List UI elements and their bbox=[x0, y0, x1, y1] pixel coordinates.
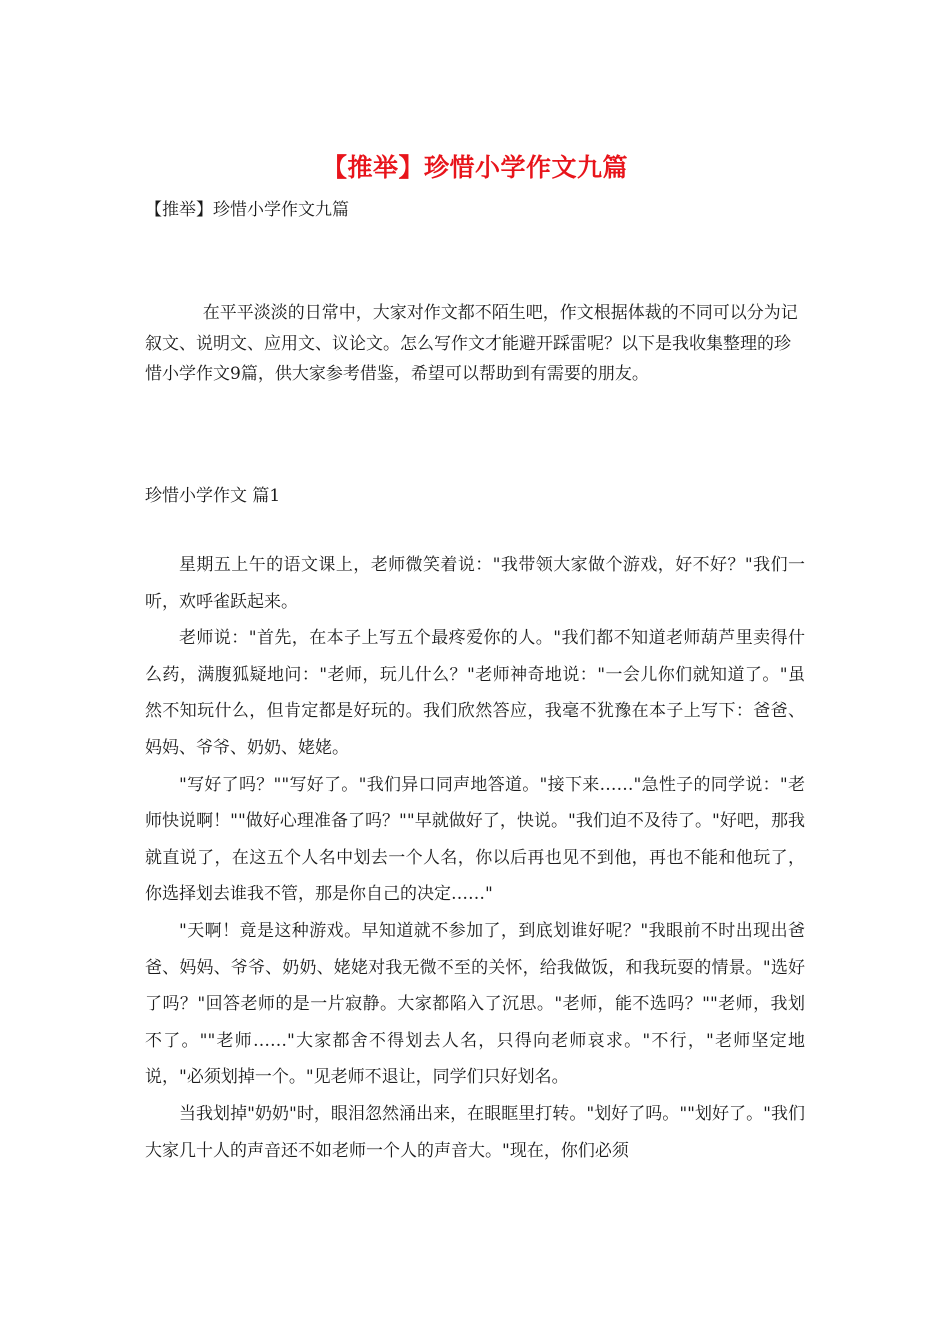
essay-paragraph: 星期五上午的语文课上，老师微笑着说："我带领大家做个游戏，好不好？"我们一听，欢呼雀跃起来。 bbox=[145, 555, 805, 612]
essay-paragraph: 老师说："首先，在本子上写五个最疼爱你的人。"我们都不知道老师葫芦里卖得什么药，满腹狐疑地问："老师，玩儿什么？"老师神奇地说："一会儿你们就知道了。"虽然不知玩什么，但肯定都是好玩的。我们欣然答应，我毫不犹豫在本子上写下：爸爸、妈妈、爷爷、奶奶、姥姥。 bbox=[145, 628, 805, 758]
essay-body bbox=[145, 547, 805, 1169]
essay-paragraph: "天啊！竟是这种游戏。早知道就不参加了，到底划谁好呢？"我眼前不时出现出爸爸、妈妈、爷爷、奶奶、姥姥对我无微不至的关怀，给我做饭，和我玩耍的情景。"选好了吗？"回答老师的是一片寂静。大家都陷入了沉思。"老师，能不选吗？""老师，我划不了。""老师……"大家都舍不得划去人名，只得向老师哀求。"不行，"老师坚定地说，"必须划掉一个。"见老师不退让，同学们只好划名。 bbox=[145, 920, 805, 1088]
document-title: 【推举】珍惜小学作文九篇 bbox=[321, 153, 628, 182]
document-subtitle: 【推举】珍惜小学作文九篇 bbox=[145, 200, 349, 220]
essay-paragraph: "写好了吗？""写好了。"我们异口同声地答道。"接下来……"急性子的同学说："老师快说啊！""做好心理准备了吗？""早就做好了，快说。"我们迫不及待了。"好吧，那我就直说了，在这五个人名中划去一个人名，你以后再也见不到他，再也不能和他玩了，你选择划去谁我不管，那是你自己的决定……" bbox=[145, 774, 805, 905]
intro-paragraph: 在平平淡淡的日常中，大家对作文都不陌生吧，作文根据体裁的不同可以分为记叙文、说明文、应用文、议论文。怎么写作文才能避开踩雷呢？以下是我收集整理的珍惜小学作文9篇，供大家参考借鉴，希望可以帮助到有需要的朋友。 bbox=[145, 303, 798, 384]
essay-paragraph: 当我划掉"奶奶"时，眼泪忽然涌出来，在眼眶里打转。"划好了吗。""划好了。"我们大家几十人的声音还不如老师一个人的声音大。"现在，你们必须 bbox=[145, 1103, 805, 1161]
section-heading: 珍惜小学作文 篇1 bbox=[145, 486, 281, 506]
